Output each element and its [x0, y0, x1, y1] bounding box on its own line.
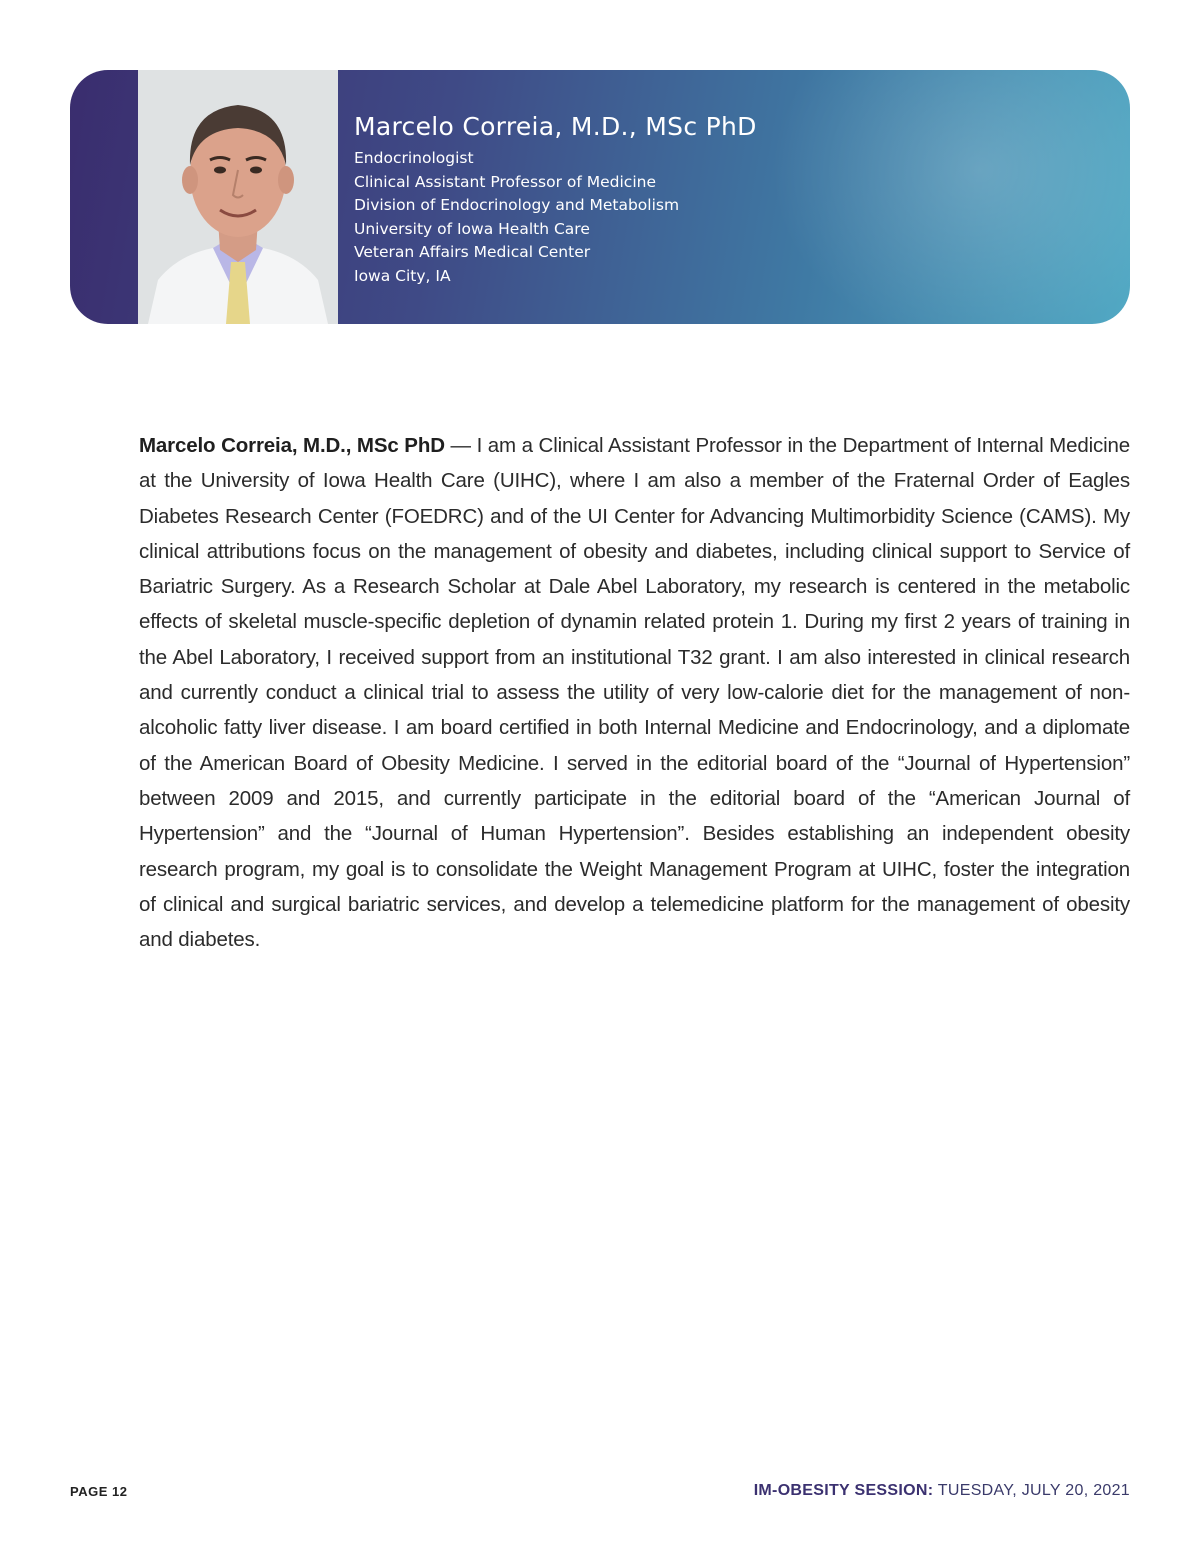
bio-lead: Marcelo Correia, M.D., MSc PhD	[139, 434, 445, 457]
speaker-info	[354, 112, 757, 288]
session-footer	[754, 1482, 1130, 1500]
speaker-title: Endocrinologist	[354, 149, 474, 167]
speaker-name: Marcelo Correia, M.D., MSc PhD	[354, 112, 757, 141]
page-number: PAGE 12	[70, 1484, 128, 1499]
session-date: TUESDAY, JULY 20, 2021	[933, 1482, 1130, 1499]
speaker-bio	[139, 428, 1130, 957]
speaker-institution: University of Iowa Health Care	[354, 219, 590, 238]
speaker-division: Division of Endocrinology and Metabolism	[354, 196, 680, 214]
speaker-photo	[138, 70, 338, 324]
session-label: IM-OBESITY SESSION:	[753, 1482, 934, 1499]
bio-text: — I am a Clinical Assistant Professor in the Department of Internal Medicine at the University of Iowa Health Care (UIHC), where I am also a member of the Fraternal Order of Eagles Diabetes Research Center (FOEDRC) and of the UI Center for Advancing Multimorbidity Science (CAMS). My clinical attributions focus on the management of obesity and diabetes, including clinical support to Service of Bariatric Surgery. As a Research Scholar at Dale Abel Laboratory, my research is centered in the metabolic effects of skeletal muscle-specific depletion of dynamin related protein 1. During my first 2 years of training in the Abel Laboratory, I received support from an institutional T32 grant. I am also interested in clinical research and currently conduct a clinical trial to assess the utility of very low-calorie diet for the management of non-alcoholic fatty liver disease. I am board certified in both Internal Medicine and Endocrinology, and a diplomate of the American Board of Obesity Medicine. I served in the editorial board of the “Journal of Hypertension” between 2009 and 2015, and currently participate in the editorial board of the “American Journal of Hypertension” and the “Journal of Human Hypertension”. Besides establishing an independent obesity research program, my goal is to consolidate the Weight Management Program at UIHC, foster the integration of clinical and surgical bariatric services, and develop a telemedicine platform for the management of obesity and diabetes.	[139, 434, 1131, 952]
speaker-banner	[70, 70, 1130, 324]
speaker-position: Clinical Assistant Professor of Medicine	[354, 172, 656, 191]
speaker-location: Iowa City, IA	[354, 266, 451, 285]
portrait-illustration	[138, 70, 338, 324]
banner-sheen	[770, 70, 1130, 324]
speaker-affiliation: Veteran Affairs Medical Center	[354, 243, 591, 261]
